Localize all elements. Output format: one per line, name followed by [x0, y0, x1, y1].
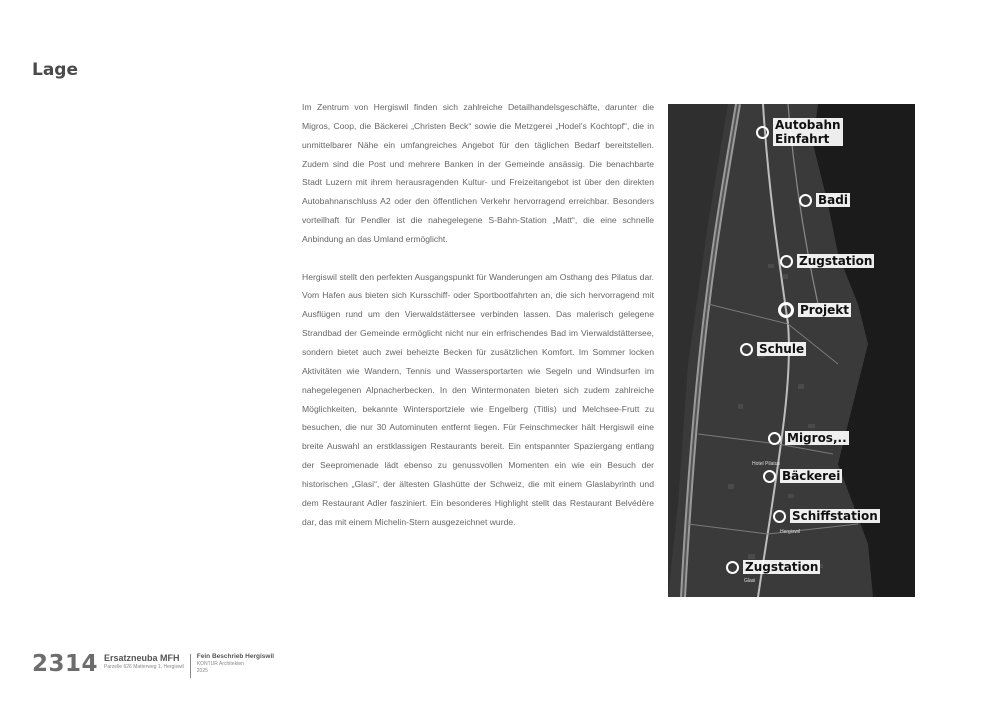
project-number: 2314 — [32, 651, 99, 677]
document-title: Fein Beschrieb Hergiswil — [196, 653, 275, 660]
marker-projekt[interactable] — [778, 302, 851, 318]
location-ring-icon — [799, 194, 812, 207]
marker-label: Zugstation — [799, 254, 873, 268]
project-address: Parzelle 626 Matterweg 1, Hergiswil — [104, 664, 184, 670]
marker-zugstation-2[interactable] — [726, 560, 820, 574]
office-name: KONTUR Architekten — [196, 661, 245, 667]
map-label-hergiswil: Hergiswil — [780, 529, 801, 535]
marker-migros[interactable] — [768, 431, 849, 445]
marker-label: Zugstation — [745, 560, 819, 574]
marker-badi[interactable] — [799, 193, 850, 207]
marker-label: Bäckerei — [782, 469, 841, 483]
location-ring-icon — [780, 255, 793, 268]
marker-label: Schiffstation — [792, 509, 878, 523]
map-label-glasi: Glasi — [744, 578, 756, 584]
marker-label: Schule — [759, 342, 805, 356]
paragraph-1: Im Zentrum von Hergiswil finden sich zahlreiche Detailhandelsgeschäfte, darunter die Migros, Coop, die Bäckerei „Christen Beck“ sowie die Metzgerei „Hodel’s Kochtopf“, die in unmittelbarer Nähe ein umfangreiches Angebot für den täglichen Bedarf bereitstellen. Zudem sind die Post und mehrere Banken in der Gemeinde ansässig. Die benachbarte Stadt Luzern mit ihrem herausragenden Kultur- und Freizeitangebot ist über den direkten Autobahnanschluss A2 oder den öffentlichen Verkehr hervorragend erreichbar. Besonders vorteilhaft für Pendler ist die nahegelegene S-Bahn-Station „Matt“, die eine schnelle Anbindung an das Umland ermöglicht. — [302, 102, 654, 244]
marker-autobahn[interactable] — [756, 118, 843, 146]
document-year: 2025 — [196, 668, 208, 674]
marker-baeckerei[interactable] — [763, 469, 842, 483]
location-ring-icon — [768, 432, 781, 445]
location-map — [668, 104, 915, 597]
map-label-hotel: Hotel Pilatus — [752, 461, 781, 467]
project-info — [104, 648, 184, 670]
marker-label: Badi — [818, 193, 848, 207]
marker-label: Migros,.. — [787, 431, 847, 445]
page-title: Lage — [32, 60, 79, 80]
project-name: Ersatzneuba MFH — [104, 653, 180, 663]
marker-label: Autobahn Einfahrt — [775, 118, 841, 146]
project-ring-icon — [778, 302, 794, 318]
body-text — [302, 98, 654, 550]
location-ring-icon — [740, 343, 753, 356]
location-ring-icon — [756, 126, 769, 139]
paragraph-2: Hergiswil stellt den perfekten Ausgangspunkt für Wanderungen am Osthang des Pilatus dar. Vom Hafen aus bieten sich Kursschiff- oder Sportbootfahrten an, die sich hervorragend mit Ausflügen rund um den Vierwaldstättersee verbinden lassen. Das malerisch gelegene Strandbad der Gemeinde ermöglicht nicht nur ein erfrischendes Bad im Vierwaldstättersee, sondern bietet auch zwei beheizte Becken für zusätzlichen Komfort. Im Sommer locken Aktivitäten wie Wandern, Tennis und Wassersportarten wie Segeln und Windsurfen im nahegelegenen Alpnacherbecken. In den Wintermonaten bieten sich zudem zahlreiche Möglichkeiten, bekannte Wintersportziele wie Engelberg (Titlis) und Melchsee-Frutt zu besuchen, die nur 30 Autominuten entfernt liegen. Für Feinschmecker hält Hergiswil eine breite Auswahl an erstklassigen Restaurants bereit. Ein entspannter Spaziergang entlang der Seepromenade lädt ebenso zu genussvollen Momenten ein wie ein Besuch der historischen „Glasi“, der ältesten Glashütte der Schweiz, die mit einem Glaslabyrinth und dem Restaurant Adler fasziniert. Ein besonderes Highlight stellt das Restaurant Belvédère dar, das mit einem Michelin-Stern ausgezeichnet wurde. — [302, 271, 654, 527]
footer-divider — [190, 654, 191, 678]
document-info — [197, 648, 274, 674]
marker-schiffstation[interactable] — [773, 509, 880, 523]
marker-schule[interactable] — [740, 342, 806, 356]
location-ring-icon — [763, 470, 776, 483]
location-ring-icon — [726, 561, 739, 574]
location-ring-icon — [773, 510, 786, 523]
marker-zugstation-1[interactable] — [780, 254, 874, 268]
marker-label: Projekt — [800, 303, 849, 317]
footer — [32, 648, 274, 680]
